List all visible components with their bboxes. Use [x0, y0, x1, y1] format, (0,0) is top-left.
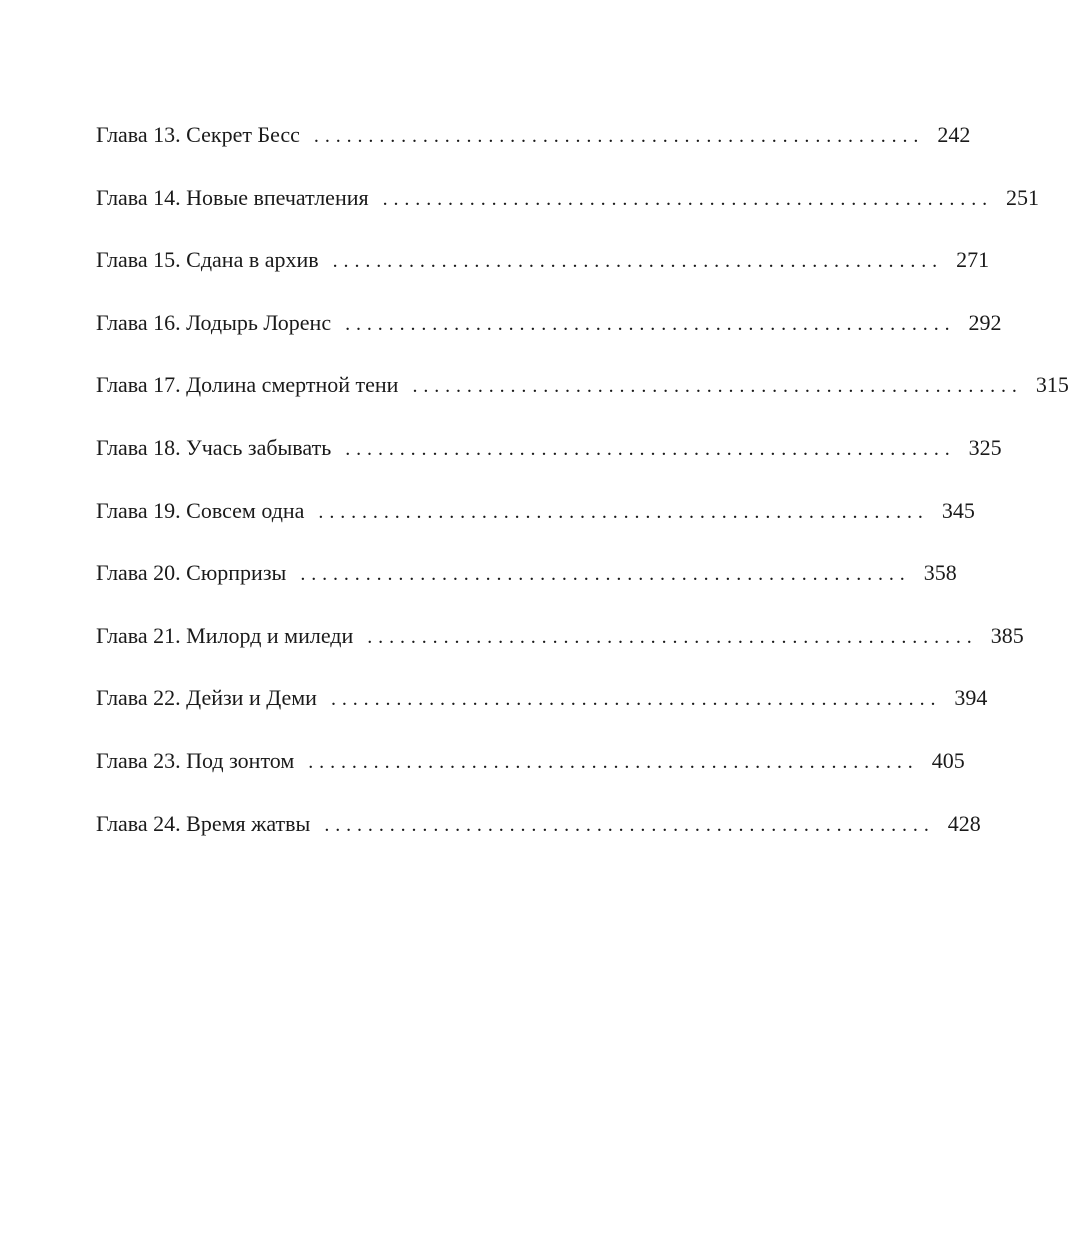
dot-leader: ........................................................	[300, 563, 911, 586]
dot-leader: ........................................................	[330, 688, 942, 711]
page-number: 428	[947, 810, 981, 836]
page-number: 271	[956, 247, 990, 273]
page-number: 345	[941, 497, 975, 523]
page-number: 394	[954, 685, 988, 711]
toc-entry	[96, 740, 965, 803]
toc-entry	[96, 552, 957, 615]
toc-entry	[96, 302, 1002, 365]
toc-entry	[96, 114, 971, 177]
chapter-title: Глава 23. Под зонтом	[96, 747, 295, 773]
page-number: 251	[1006, 184, 1040, 210]
toc-entry	[96, 364, 1069, 427]
toc-entry	[96, 677, 988, 740]
chapter-title: Глава 13. Секрет Бесс	[96, 122, 300, 147]
dot-leader: ........................................................	[332, 250, 944, 273]
page-number: 405	[931, 747, 965, 773]
dot-leader: ........................................................	[324, 813, 935, 836]
dot-leader: ........................................................	[313, 125, 925, 147]
dot-leader: ........................................................	[412, 375, 1023, 398]
chapter-title: Глава 24. Время жатвы	[96, 810, 311, 836]
page-number: 358	[923, 560, 957, 586]
dot-leader: ........................................................	[318, 500, 929, 523]
page-number: 385	[990, 622, 1024, 648]
toc-entry	[96, 615, 1024, 678]
chapter-title: Глава 22. Дейзи и Деми	[96, 685, 317, 711]
dot-leader: ........................................................	[382, 187, 994, 210]
toc-entry	[96, 177, 1040, 240]
chapter-title: Глава 21. Милорд и миледи	[96, 622, 354, 648]
dot-leader: ........................................................	[345, 312, 956, 335]
chapter-title: Глава 20. Сюрпризы	[96, 560, 287, 586]
chapter-title: Глава 16. Лодырь Лоренс	[96, 309, 332, 335]
page-number: 242	[937, 122, 971, 147]
page-number: 315	[1035, 372, 1069, 398]
toc-entry	[96, 803, 981, 866]
toc-entry	[96, 239, 990, 302]
chapter-title: Глава 14. Новые впечатления	[96, 184, 369, 210]
chapter-title: Глава 15. Сдана в архив	[96, 247, 319, 273]
page-number: 325	[968, 434, 1002, 460]
toc-entry	[96, 490, 975, 553]
page-number: 292	[968, 309, 1002, 335]
dot-leader: ........................................................	[345, 437, 956, 460]
chapter-title: Глава 18. Учась забывать	[96, 434, 332, 460]
chapter-title: Глава 17. Долина смертной тени	[96, 372, 399, 398]
chapter-title: Глава 19. Совсем одна	[96, 497, 305, 523]
table-of-contents	[96, 114, 1069, 865]
dot-leader: ........................................................	[367, 625, 978, 648]
toc-entry	[96, 427, 1002, 490]
dot-leader: ........................................................	[308, 750, 919, 773]
